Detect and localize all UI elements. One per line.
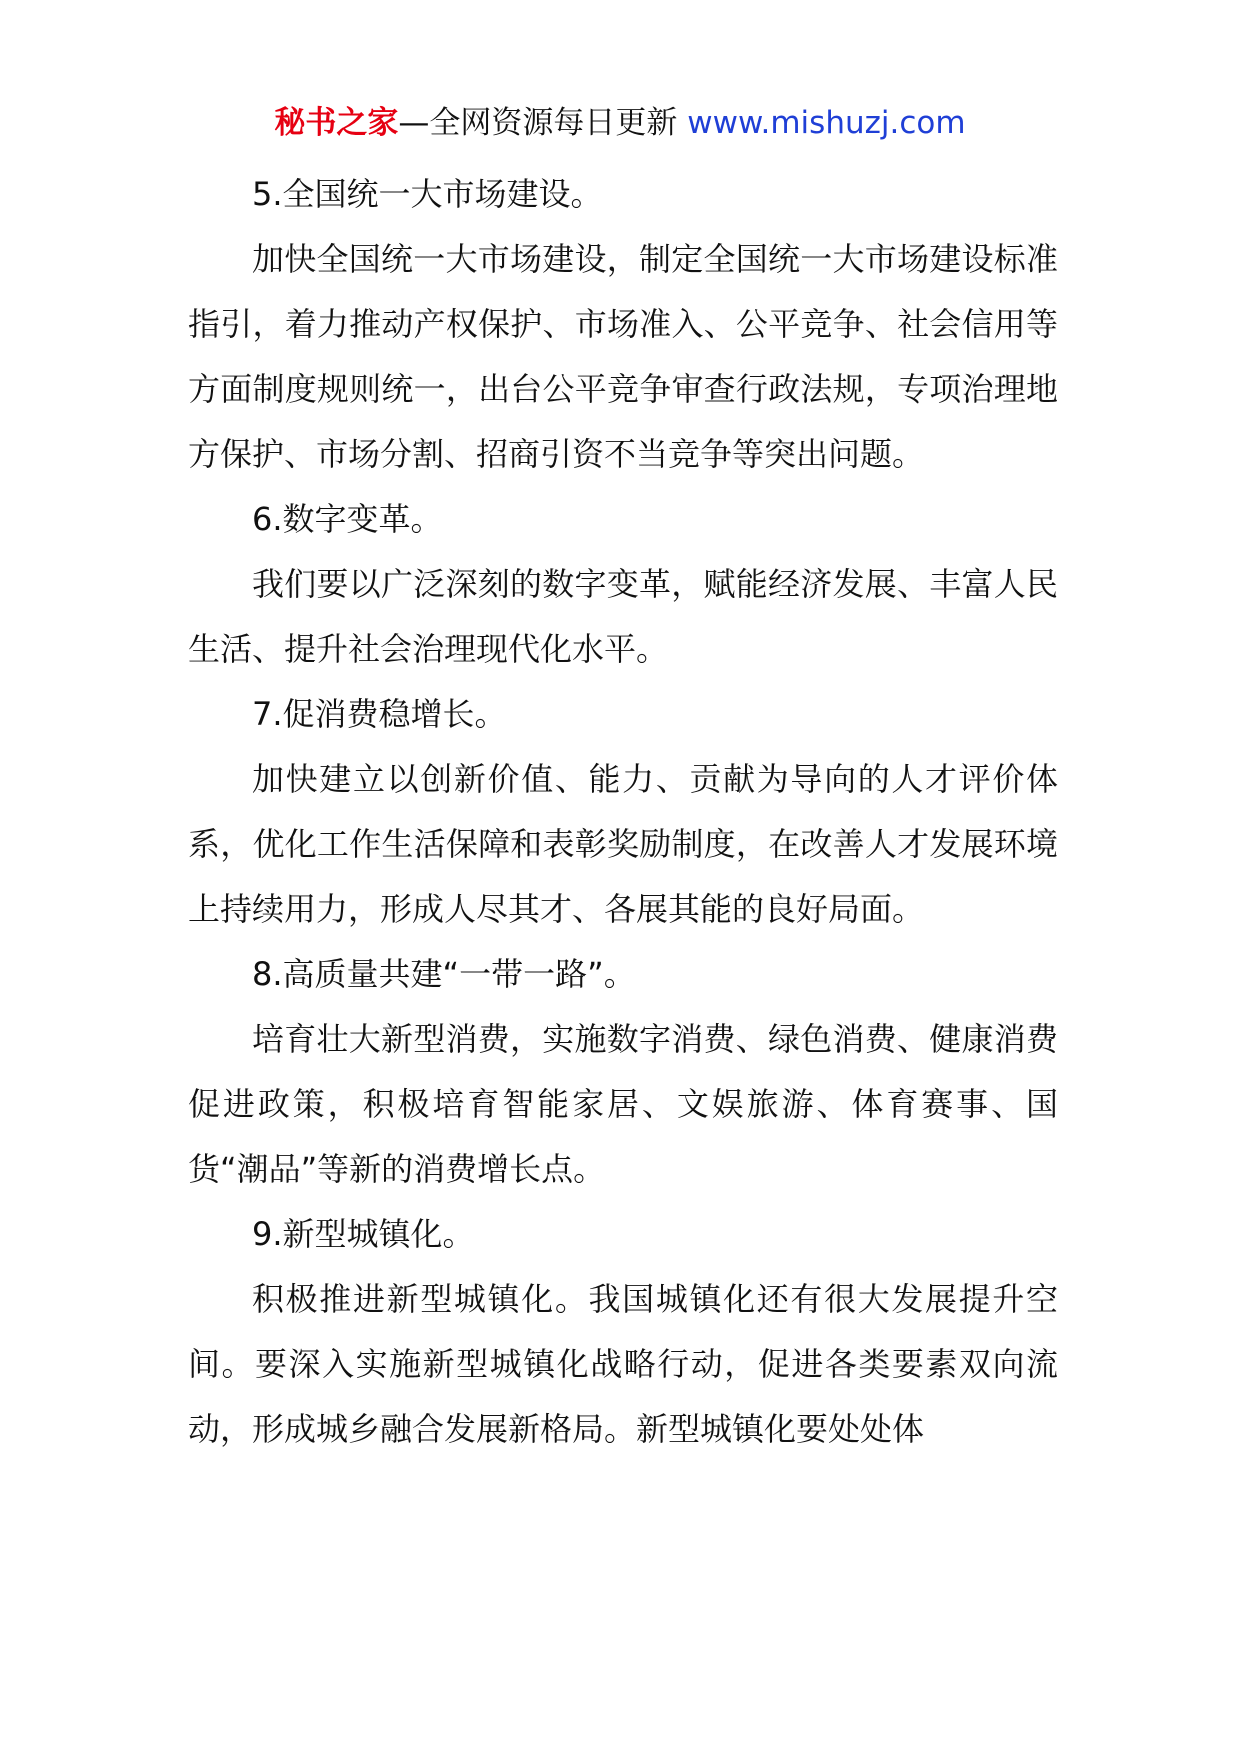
section-heading: 9.新型城镇化。 [252, 1215, 475, 1253]
section-paragraph: 加快全国统一大市场建设，制定全国统一大市场建设标准指引，着力推动产权保护、市场准入、公平竞争、社会信用等方面制度规则统一，出台公平竞争审查行政法规，专项治理地方保护、市场分割、招商引资不当竞争等突出问题。 [188, 240, 1058, 473]
header-tagline: —全网资源每日更新 [398, 105, 678, 141]
brand-name: 秘书之家 [274, 105, 399, 141]
page-header [0, 100, 1240, 146]
section-paragraph: 积极推进新型城镇化。我国城镇化还有很大发展提升空间。要深入实施新型城镇化战略行动，促进各类要素双向流动，形成城乡融合发展新格局。新型城镇化要处处体 [188, 1280, 1058, 1448]
document-body [188, 162, 1058, 1462]
section-heading: 8.高质量共建“一带一路”。 [252, 955, 636, 993]
section-heading: 6.数字变革。 [252, 500, 443, 538]
section-heading: 5.全国统一大市场建设。 [252, 175, 603, 213]
section-paragraph: 我们要以广泛深刻的数字变革，赋能经济发展、丰富人民生活、提升社会治理现代化水平。 [188, 565, 1058, 668]
section-paragraph: 培育壮大新型消费，实施数字消费、绿色消费、健康消费促进政策，积极培育智能家居、文娱旅游、体育赛事、国货“潮品”等新的消费增长点。 [188, 1020, 1058, 1188]
site-url: www.mishuzj.com [687, 105, 966, 141]
section-heading: 7.促消费稳增长。 [252, 695, 507, 733]
section-paragraph: 加快建立以创新价值、能力、贡献为导向的人才评价体系，优化工作生活保障和表彰奖励制度，在改善人才发展环境上持续用力，形成人尽其才、各展其能的良好局面。 [188, 760, 1058, 928]
